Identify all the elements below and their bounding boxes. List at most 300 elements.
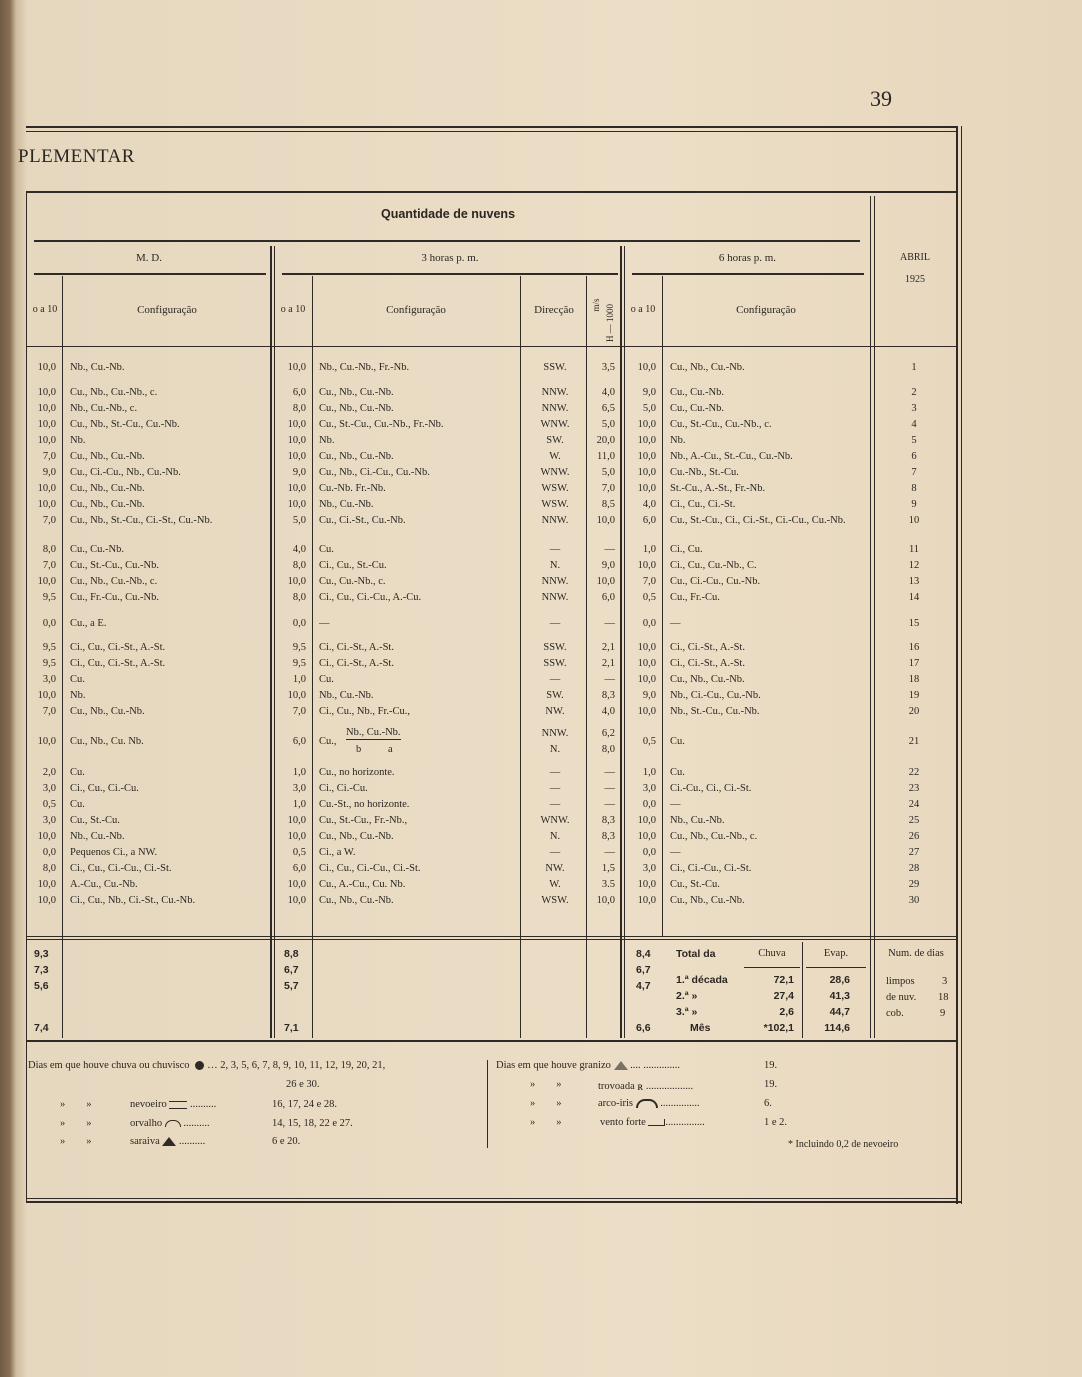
note-granizo-label: Dias em que houve granizo [496, 1060, 611, 1071]
cell-mdc: Cu., Nb., Cu.-Nb. [70, 499, 145, 510]
cell-sp: 10,0 [596, 515, 615, 526]
cell-h6: 10,0 [637, 483, 656, 494]
cell-h3c: Cu., Ci.-St., Cu.-Nb. [319, 515, 406, 526]
chuva-2: 27,4 [773, 990, 794, 1002]
cell-h3: 10,0 [287, 831, 306, 842]
cell-sp: 11,0 [597, 451, 615, 462]
cell-mdc: Cu., Nb., Cu.-Nb., c. [70, 387, 158, 398]
cell-h6c: Cu., Fr.-Cu. [670, 592, 720, 603]
cell-dir: — [549, 847, 561, 858]
cell-day: 24 [908, 799, 920, 810]
cell-h6c: Cu. [670, 736, 685, 747]
cell-h3c: Ci., a W. [319, 847, 356, 858]
h3-rule [282, 273, 618, 275]
h6-rule [632, 273, 864, 275]
cell-md: 0,0 [42, 618, 56, 629]
note-orvalho: orvalho .......... [130, 1118, 210, 1129]
cell-h6: 10,0 [637, 642, 656, 653]
header-bottom-rule [26, 346, 956, 347]
cell-dir: NW. [545, 863, 565, 874]
cell-dir: NW. [545, 706, 565, 717]
cell-md: 9,5 [42, 642, 56, 653]
ditto-2: » [86, 1099, 92, 1110]
note-orvalho-ditto [60, 1118, 92, 1129]
cell-sp: 8,3 [601, 831, 615, 842]
thunder-icon: ʀ [637, 1079, 644, 1093]
cell-sp: 9,0 [601, 560, 615, 571]
cell-dir: WNW. [540, 815, 570, 826]
cell-mdc: Cu. [70, 767, 85, 778]
ditto-4: » [86, 1118, 92, 1129]
cell-h6: 10,0 [637, 560, 656, 571]
cell-mdc: Cu. [70, 674, 85, 685]
cell-md: 3,0 [42, 815, 56, 826]
cell-h3c: Cu. [319, 674, 334, 685]
cell-h3: 6,0 [292, 863, 306, 874]
cell-h6c: Cu., Nb., Cu.-Nb., c. [670, 831, 758, 842]
note-vento: vento forte ............... [600, 1117, 705, 1128]
table-row [0, 658, 1082, 674]
nuv-count: 18 [938, 992, 949, 1003]
granizo-icon [614, 1061, 628, 1070]
header-config-md: Configuração [137, 304, 197, 316]
cell-h3: 10,0 [287, 895, 306, 906]
header-scale-md: o a 10 [32, 304, 58, 315]
cell-mdc: Ci., Cu., Ci.-St., A.-St. [70, 658, 166, 669]
chuva-label: Chuva [758, 948, 786, 959]
cell-h6: 9,0 [642, 690, 656, 701]
header-month: ABRIL [900, 252, 930, 263]
cell-h6: 10,0 [637, 815, 656, 826]
cell-sp: 10,0 [596, 895, 615, 906]
note-arco-label: arco-iris [598, 1098, 633, 1109]
table-row [0, 560, 1082, 576]
table-row [0, 767, 1082, 783]
chuva-mes: *102,1 [763, 1022, 794, 1034]
cell-h3c-fraction-a: a [388, 744, 393, 755]
cell-mdc: Cu., a E. [70, 618, 107, 629]
cell-day: 4 [911, 419, 917, 430]
cell-dir: N. [549, 560, 561, 571]
cell-h3c: Ci., Cu., Ci.-Cu., A.-Cu. [319, 592, 422, 603]
decada-3-label: 3.ª » [676, 1006, 698, 1018]
note-vento-days: 1 e 2. [764, 1117, 788, 1128]
header-config-6pm: Configuração [736, 304, 796, 316]
cell-md: 10,0 [37, 736, 56, 747]
note-trovoada-ditto [530, 1079, 562, 1090]
table-row [0, 451, 1082, 467]
cell-dir: NNW. [541, 387, 569, 398]
cell-h6: 0,0 [642, 618, 656, 629]
cob-count: 9 [940, 1008, 946, 1019]
cell-sp: 10,0 [596, 576, 615, 587]
cell-h6: 9,0 [642, 387, 656, 398]
notes-sep [487, 1060, 488, 1148]
cell-md: 10,0 [37, 879, 56, 890]
cell-h6c: Cu., Nb., Cu.-Nb. [670, 895, 745, 906]
header-height: H — 1000 [605, 304, 615, 342]
cell-sp2: 8,0 [601, 744, 615, 755]
cell-day: 21 [908, 736, 920, 747]
cell-h6c: Cu., Nb., Cu.-Nb. [670, 362, 745, 373]
cell-h6c: Cu., St.-Cu. [670, 879, 720, 890]
cell-h3c: Cu. [319, 544, 334, 555]
cell-sp: 6,0 [601, 592, 615, 603]
cell-h6c: Nb., St.-Cu., Cu.-Nb. [670, 706, 760, 717]
bottom-rule [26, 1201, 962, 1203]
note-arco-ditto [530, 1098, 562, 1109]
sum-6pm-3: 4,7 [636, 980, 651, 992]
ditto-8: » [556, 1079, 562, 1090]
cell-day: 29 [908, 879, 920, 890]
header-main: Quantidade de nuvens [380, 207, 516, 221]
header-6pm: 6 horas p. m. [718, 252, 777, 264]
sum-6pm-1: 8,4 [636, 948, 651, 960]
cell-h3: 8,0 [292, 592, 306, 603]
cell-h3c: Nb., Cu.-Nb., Fr.-Nb. [319, 362, 410, 373]
table-row [0, 435, 1082, 451]
cell-day: 28 [908, 863, 920, 874]
table-row [0, 592, 1082, 608]
evap-1: 28,6 [829, 974, 850, 986]
cell-h3: 10,0 [287, 879, 306, 890]
cell-h3c: Ci., Ci.-Cu. [319, 783, 368, 794]
cell-dir: — [549, 783, 561, 794]
cell-sp: — [604, 674, 615, 685]
table-end-rule-b [26, 939, 956, 940]
cell-h3c: Cu., Cu.-Nb., c. [319, 576, 386, 587]
cell-mdc: Ci., Cu., Ci.-Cu., Ci.-St. [70, 863, 172, 874]
note-saraiva-ditto [60, 1136, 92, 1147]
cell-day: 25 [908, 815, 920, 826]
cell-day: 10 [908, 515, 920, 526]
cell-h6: 6,0 [642, 515, 656, 526]
cell-h3c: Cu., Nb., Cu.-Nb. [319, 895, 394, 906]
table-row [0, 895, 1082, 911]
table-row [0, 727, 1082, 755]
chuva-rule [744, 967, 800, 968]
cell-h3: 6,0 [292, 387, 306, 398]
cell-md: 2,0 [42, 767, 56, 778]
note-granizo-days: 19. [764, 1060, 778, 1071]
cell-dir: WSW. [541, 483, 569, 494]
cell-md: 8,0 [42, 544, 56, 555]
cell-h6c: Ci., Ci.-St., A.-St. [670, 642, 745, 653]
cell-day: 23 [908, 783, 920, 794]
cell-mdc: Nb. [70, 435, 86, 446]
cell-h3: 5,0 [292, 515, 306, 526]
cell-h3c: Cu., Nb., Ci.-Cu., Cu.-Nb. [319, 467, 430, 478]
cell-h6: 10,0 [637, 451, 656, 462]
cell-md: 10,0 [37, 895, 56, 906]
note-arco-days: 6. [764, 1098, 772, 1109]
title-rule [26, 191, 958, 193]
cell-mdc: Cu., Nb., Cu.-Nb. [70, 483, 145, 494]
note-saraiva-label: saraiva [130, 1136, 160, 1147]
cell-mdc: Cu., Fr.-Cu., Cu.-Nb. [70, 592, 159, 603]
cell-sp: 8,3 [601, 690, 615, 701]
cell-h3: 10,0 [287, 419, 306, 430]
cell-md: 7,0 [42, 706, 56, 717]
table-row [0, 831, 1082, 847]
cell-dir: — [549, 674, 561, 685]
cell-h3: 8,0 [292, 403, 306, 414]
cell-mdc: Cu., Cu.-Nb. [70, 544, 124, 555]
decada-2-label: 2.ª » [676, 990, 698, 1002]
cell-h6: 10,0 [637, 831, 656, 842]
cell-h6: 3,0 [642, 783, 656, 794]
cell-sp: 3,5 [601, 362, 615, 373]
cell-dir: SSW. [543, 362, 567, 373]
table-row-dashes [0, 912, 1082, 928]
cell-h6c: Cu., St.-Cu., Cu.-Nb., c. [670, 419, 772, 430]
cell-sp: — [604, 783, 615, 794]
cell-day: 1 [911, 362, 917, 373]
cell-day: 13 [908, 576, 920, 587]
cell-h6c: Ci.-Cu., Ci., Ci.-St. [670, 783, 752, 794]
cell-day: 15 [908, 618, 920, 629]
cell-sp: 2,1 [601, 642, 615, 653]
cell-mdc: Cu., Nb., Cu. Nb. [70, 736, 144, 747]
cell-dir: WNW. [540, 467, 570, 478]
cell-md: 8,0 [42, 863, 56, 874]
table-row [0, 576, 1082, 592]
cell-day: 14 [908, 592, 920, 603]
cell-h6c: Nb., Ci.-Cu., Cu.-Nb. [670, 690, 761, 701]
note-arco: arco-iris ............... [598, 1098, 700, 1109]
cell-h3: 7,0 [292, 706, 306, 717]
note-saraiva: saraiva .......... [130, 1136, 206, 1147]
header-year: 1925 [905, 274, 925, 285]
cell-mdc: Nb. [70, 690, 86, 701]
cell-h6: 10,0 [637, 879, 656, 890]
cell-h6c: Ci., Ci.-Cu., Ci.-St. [670, 863, 752, 874]
cell-h6: 3,0 [642, 863, 656, 874]
cell-day: 5 [911, 435, 917, 446]
table-row [0, 690, 1082, 706]
cell-h3: 9,5 [292, 642, 306, 653]
cell-day: 7 [911, 467, 917, 478]
cell-h3c: Ci., Cu., St.-Cu. [319, 560, 387, 571]
cell-h6: 5,0 [642, 403, 656, 414]
cell-h3: 6,0 [292, 736, 306, 747]
cell-h3c: Ci., Ci.-St., A.-St. [319, 642, 394, 653]
limpos-count: 3 [942, 976, 948, 987]
table-row [0, 403, 1082, 419]
cell-day: 17 [908, 658, 920, 669]
cell-sp: 7,0 [601, 483, 615, 494]
cell-md: 9,0 [42, 467, 56, 478]
sum-6pm-2: 6,7 [636, 964, 651, 976]
cell-dir: SSW. [543, 642, 567, 653]
header-rule [34, 240, 860, 242]
header-scale-6pm: o a 10 [630, 304, 656, 315]
cell-h6c: Ci., Ci.-St., A.-St. [670, 658, 745, 669]
table-row [0, 515, 1082, 531]
note-chuva: Dias em que houve chuva ou chuvisco … 2, 3, 5, 6, 7, 8, 9, 10, 11, 12, 19, 20, 21, [28, 1060, 386, 1071]
cell-md: 9,5 [42, 592, 56, 603]
wind-icon [648, 1119, 665, 1126]
cell-dir: NNW. [541, 728, 569, 739]
cell-h3: 0,5 [292, 847, 306, 858]
cell-day: 26 [908, 831, 920, 842]
cell-md: 10,0 [37, 690, 56, 701]
cell-h6: 7,0 [642, 576, 656, 587]
cell-h6c: Cu. [670, 767, 685, 778]
note-chuva-label: Dias em que houve chuva ou chuvisco [28, 1060, 190, 1071]
rainbow-icon [636, 1099, 658, 1108]
header-config-3pm: Configuração [386, 304, 446, 316]
cell-h3: 4,0 [292, 544, 306, 555]
header-direction: Direcção [534, 304, 574, 316]
cell-dir: SSW. [543, 658, 567, 669]
sum-md-2: 7,3 [34, 964, 49, 976]
cell-h3c: Ci., Cu., Nb., Fr.-Cu., [319, 706, 411, 717]
table-row [0, 799, 1082, 815]
cell-mdc: A.-Cu., Cu.-Nb. [70, 879, 138, 890]
table-row [0, 499, 1082, 515]
note-chuva-days-2: 26 e 30. [286, 1079, 320, 1090]
cell-md: 10,0 [37, 403, 56, 414]
cell-h3c: Nb. [319, 435, 335, 446]
cell-day: 19 [908, 690, 920, 701]
cell-sp: — [604, 618, 615, 629]
cell-h6c: — [670, 618, 681, 629]
table-row [0, 419, 1082, 435]
top-rule-thin [26, 131, 958, 132]
cell-dir: WSW. [541, 895, 569, 906]
evap-mes: 114,6 [824, 1022, 850, 1034]
note-trovoada-days: 19. [764, 1079, 778, 1090]
ditto-12: » [556, 1117, 562, 1128]
bottom-rule-thin [26, 1198, 958, 1199]
sum-3pm-mes: 7,1 [284, 1022, 299, 1034]
cell-dir: WSW. [541, 499, 569, 510]
table-row [0, 706, 1082, 722]
rain-icon [195, 1061, 204, 1070]
cell-h6: 10,0 [637, 435, 656, 446]
cell-day: 12 [908, 560, 920, 571]
cell-day: 11 [908, 544, 920, 555]
cell-day: 6 [911, 451, 917, 462]
cell-h3c: Cu., Nb., Cu.-Nb. [319, 403, 394, 414]
table-row [0, 544, 1082, 560]
cell-md: 10,0 [37, 419, 56, 430]
cell-md: 10,0 [37, 435, 56, 446]
cell-h3: 1,0 [292, 799, 306, 810]
cell-h3c: Nb., Cu.-Nb. [319, 690, 374, 701]
cell-dir2: N. [549, 744, 561, 755]
cell-dir: N. [549, 831, 561, 842]
note-orvalho-label: orvalho [130, 1118, 163, 1129]
sum-md-mes: 7,4 [34, 1022, 49, 1034]
cell-md: 10,0 [37, 576, 56, 587]
cell-dir: W. [549, 451, 561, 462]
cell-h3c: Cu., Nb., Cu.-Nb. [319, 831, 394, 842]
cell-dir: NNW. [541, 403, 569, 414]
cell-h6c: St.-Cu., A.-St., Fr.-Nb. [670, 483, 766, 494]
cell-h6c: Ci., Cu. [670, 544, 703, 555]
cell-mdc: Cu., St.-Cu. [70, 815, 120, 826]
cell-mdc: Ci., Cu., Nb., Ci.-St., Cu.-Nb. [70, 895, 196, 906]
cell-h6c: Cu., Cu.-Nb. [670, 403, 724, 414]
cell-mdc: Pequenos Ci., a NW. [70, 847, 158, 858]
cell-h3c: Nb., Cu.-Nb. [319, 499, 374, 510]
mes-label: Mês [690, 1022, 711, 1034]
table-row [0, 863, 1082, 879]
cell-h6: 10,0 [637, 895, 656, 906]
cell-md: 7,0 [42, 451, 56, 462]
cell-h3c: Cu., Nb., Cu.-Nb. [319, 387, 394, 398]
cell-h6: 0,5 [642, 736, 656, 747]
cell-sp: 20,0 [596, 435, 615, 446]
cell-mdc: Cu., Nb., St.-Cu., Ci.-St., Cu.-Nb. [70, 515, 213, 526]
cell-dir: — [549, 767, 561, 778]
note-vento-label: vento forte [600, 1117, 646, 1128]
note-trovoada: trovoada ʀ .................. [598, 1079, 694, 1093]
cell-sp: 8,3 [601, 815, 615, 826]
cell-md: 10,0 [37, 499, 56, 510]
cell-h3c: Cu.-St., no horizonte. [319, 799, 410, 810]
cell-h6c: Cu., St.-Cu., Ci., Ci.-St., Ci.-Cu., Cu.-Nb. [670, 515, 846, 526]
cell-sp: — [604, 847, 615, 858]
total-sep [802, 942, 803, 1038]
cell-mdc: Cu., St.-Cu., Cu.-Nb. [70, 560, 159, 571]
cell-h6c: Ci., Cu., Cu.-Nb., C. [670, 560, 757, 571]
cell-day: 2 [911, 387, 917, 398]
chuva-1: 72,1 [773, 974, 794, 986]
cell-dir: SW. [546, 690, 564, 701]
cell-dir: NNW. [541, 576, 569, 587]
cell-mdc: Cu., Nb., Cu.-Nb. [70, 451, 145, 462]
sum-md-3: 5,6 [34, 980, 49, 992]
note-trovoada-label: trovoada [598, 1080, 635, 1092]
cell-day: 18 [908, 674, 920, 685]
cell-sp: — [604, 767, 615, 778]
note-nevoeiro-label: nevoeiro [130, 1099, 167, 1110]
sum-3pm-3: 5,7 [284, 980, 299, 992]
decada-1-label: 1.ª década [676, 974, 728, 986]
cell-h3: 1,0 [292, 767, 306, 778]
cell-h3c-fraction-top: Nb., Cu.-Nb. [346, 727, 401, 738]
cell-day: 30 [908, 895, 920, 906]
table-row [0, 783, 1082, 799]
sum-6pm-mes: 6,6 [636, 1022, 651, 1034]
cell-h3c: Cu., [319, 736, 337, 747]
table-row [0, 467, 1082, 483]
cell-sp: 1,5 [601, 863, 615, 874]
cell-h6c: Nb. [670, 435, 686, 446]
cell-sp: 2,1 [601, 658, 615, 669]
fog-icon [169, 1101, 187, 1109]
table-row [0, 387, 1082, 403]
cell-day: 9 [911, 499, 917, 510]
note-chuva-days: 2, 3, 5, 6, 7, 8, 9, 10, 11, 12, 19, 20, 21, [220, 1060, 386, 1071]
note-granizo: Dias em que houve granizo .... .............. [496, 1060, 681, 1071]
cell-h3c: Cu., A.-Cu., Cu. Nb. [319, 879, 406, 890]
section-title: PLEMENTAR [18, 146, 135, 167]
sum-3pm-2: 6,7 [284, 964, 299, 976]
cell-md: 10,0 [37, 483, 56, 494]
cell-day: 16 [908, 642, 920, 653]
page-number: 39 [870, 86, 892, 111]
cell-md: 10,0 [37, 362, 56, 373]
cell-mdc: Nb., Cu.-Nb. [70, 362, 125, 373]
header-speed: m/s [591, 298, 601, 312]
cell-day: 27 [908, 847, 920, 858]
cell-sp: 6,5 [601, 403, 615, 414]
sum-md-1: 9,3 [34, 948, 49, 960]
